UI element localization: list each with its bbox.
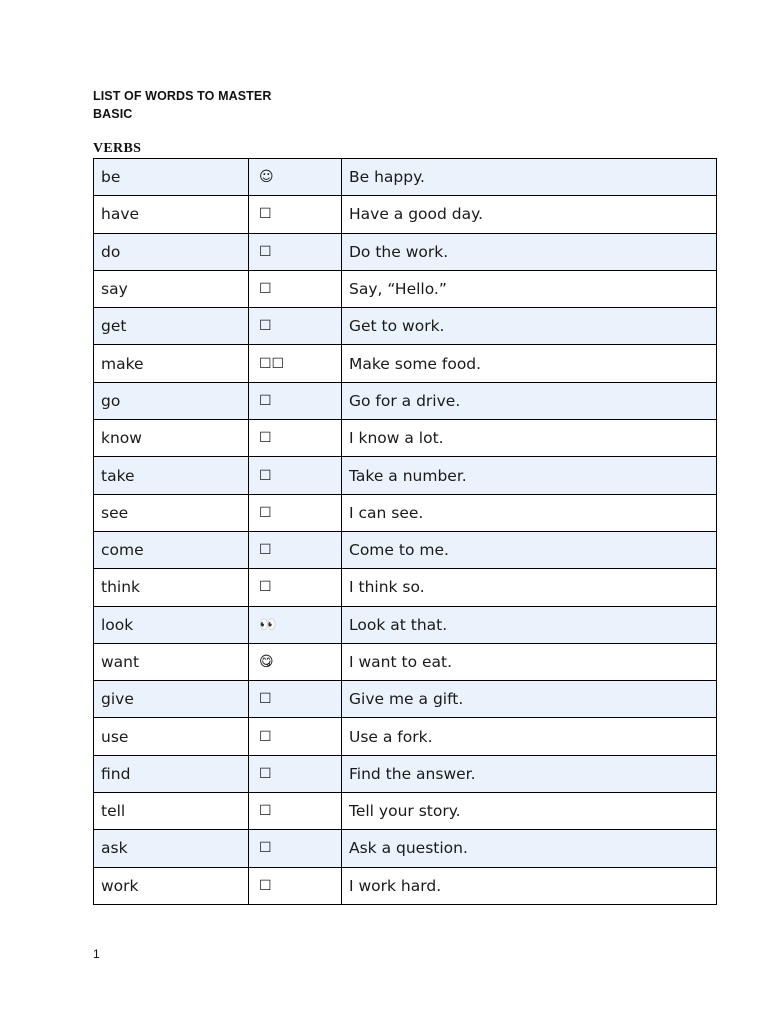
- table-row: [94, 196, 717, 233]
- verb-example: Tell your story.: [342, 793, 717, 830]
- verb-word: tell: [94, 793, 249, 830]
- missing-glyph-icon: ☐: [249, 420, 342, 457]
- document-subtitle: BASIC: [93, 107, 133, 121]
- yum-face-icon: 😋: [249, 643, 342, 680]
- table-row: [94, 830, 717, 867]
- table-row: [94, 308, 717, 345]
- verb-example: Say, “Hello.”: [342, 270, 717, 307]
- table-row: [94, 531, 717, 568]
- verb-word: see: [94, 494, 249, 531]
- table-row: [94, 494, 717, 531]
- missing-glyph-icon: ☐: [249, 270, 342, 307]
- eyes-icon: 👀: [249, 606, 342, 643]
- table-row: [94, 569, 717, 606]
- missing-glyph-icon: ☐: [249, 793, 342, 830]
- verb-word: say: [94, 270, 249, 307]
- verb-example: Make some food.: [342, 345, 717, 382]
- verb-word: do: [94, 233, 249, 270]
- missing-glyph-icon: ☐: [249, 569, 342, 606]
- verb-word: make: [94, 345, 249, 382]
- table-row: [94, 681, 717, 718]
- verb-word: take: [94, 457, 249, 494]
- verb-example: Use a fork.: [342, 718, 717, 755]
- table-row: [94, 270, 717, 307]
- missing-glyph-icon: ☐: [249, 830, 342, 867]
- page-number: 1: [93, 947, 100, 961]
- verb-word: want: [94, 643, 249, 680]
- missing-glyph-icon: ☐: [249, 382, 342, 419]
- table-row: [94, 159, 717, 196]
- verbs-table: [93, 158, 717, 905]
- verb-example: I think so.: [342, 569, 717, 606]
- verb-word: get: [94, 308, 249, 345]
- verb-word: think: [94, 569, 249, 606]
- verb-example: I work hard.: [342, 867, 717, 904]
- verb-word: have: [94, 196, 249, 233]
- verb-word: work: [94, 867, 249, 904]
- verb-example: Come to me.: [342, 531, 717, 568]
- verb-example: I can see.: [342, 494, 717, 531]
- verb-word: find: [94, 755, 249, 792]
- table-row: [94, 606, 717, 643]
- smiley-icon: ☺: [249, 159, 342, 196]
- verb-example: Give me a gift.: [342, 681, 717, 718]
- table-row: [94, 755, 717, 792]
- verb-example: Take a number.: [342, 457, 717, 494]
- missing-glyph-icon: ☐: [249, 681, 342, 718]
- table-row: [94, 382, 717, 419]
- verb-word: give: [94, 681, 249, 718]
- table-row: [94, 718, 717, 755]
- verb-word: go: [94, 382, 249, 419]
- table-row: [94, 793, 717, 830]
- missing-glyph-icon: ☐: [249, 755, 342, 792]
- missing-glyph-icon: ☐: [249, 457, 342, 494]
- verb-example: Do the work.: [342, 233, 717, 270]
- verb-example: Look at that.: [342, 606, 717, 643]
- verb-example: Get to work.: [342, 308, 717, 345]
- verb-example: I know a lot.: [342, 420, 717, 457]
- verb-word: be: [94, 159, 249, 196]
- verb-word: use: [94, 718, 249, 755]
- verbs-table-body: [94, 159, 717, 905]
- missing-glyph-icon: ☐: [249, 718, 342, 755]
- missing-glyph-icon: ☐: [249, 308, 342, 345]
- missing-glyph-icon: ☐: [249, 531, 342, 568]
- section-heading: VERBS: [93, 141, 142, 156]
- missing-glyph-icon: ☐: [249, 494, 342, 531]
- table-row: [94, 867, 717, 904]
- verb-example: Have a good day.: [342, 196, 717, 233]
- table-row: [94, 233, 717, 270]
- verb-example: Be happy.: [342, 159, 717, 196]
- verb-word: come: [94, 531, 249, 568]
- table-row: [94, 345, 717, 382]
- verb-example: Go for a drive.: [342, 382, 717, 419]
- verb-word: know: [94, 420, 249, 457]
- verb-example: I want to eat.: [342, 643, 717, 680]
- document-title: LIST OF WORDS TO MASTER: [93, 89, 272, 103]
- missing-glyph-icon: ☐: [249, 196, 342, 233]
- missing-glyph-pair-icon: ☐☐: [249, 345, 342, 382]
- verb-word: ask: [94, 830, 249, 867]
- verb-word: look: [94, 606, 249, 643]
- table-row: [94, 457, 717, 494]
- verb-example: Find the answer.: [342, 755, 717, 792]
- missing-glyph-icon: ☐: [249, 233, 342, 270]
- verb-example: Ask a question.: [342, 830, 717, 867]
- table-row: [94, 643, 717, 680]
- table-row: [94, 420, 717, 457]
- missing-glyph-icon: ☐: [249, 867, 342, 904]
